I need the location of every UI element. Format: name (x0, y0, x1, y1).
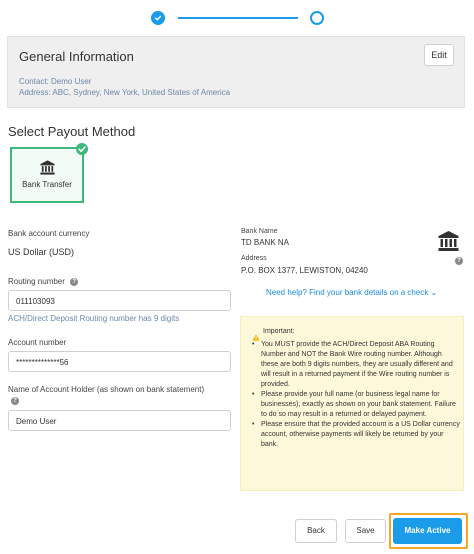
bank-transfer-option[interactable] (10, 147, 84, 203)
notice-list (252, 340, 460, 450)
selected-check-icon (76, 143, 88, 155)
routing-number-input[interactable] (9, 292, 230, 311)
holder-label: Name of Account Holder (as shown on bank statement) (8, 385, 205, 394)
routing-label-text: Routing number (8, 277, 65, 286)
account-holder-input[interactable] (9, 412, 230, 431)
currency-label: Bank account currency (8, 229, 90, 238)
account-number-field[interactable] (8, 351, 231, 372)
account-number-input[interactable] (9, 353, 230, 372)
save-button[interactable]: Save (345, 519, 386, 543)
bank-transfer-label: Bank Transfer (22, 180, 72, 189)
account-holder-field[interactable] (8, 410, 231, 431)
bank-name-label: Bank Name (241, 228, 278, 235)
step-current-icon (310, 11, 324, 25)
general-information-title: General Information (19, 49, 134, 64)
payout-method-title: Select Payout Method (8, 124, 136, 139)
routing-number-field[interactable] (8, 290, 231, 311)
back-button[interactable]: Back (295, 519, 337, 543)
bank-address-value: P.O. BOX 1377, LEWISTON, 04240 (241, 266, 368, 275)
holder-help-icon[interactable]: ? (11, 397, 19, 405)
bank-address-label: Address (241, 255, 267, 262)
make-active-button[interactable]: Make Active (393, 518, 462, 544)
general-information-card (7, 36, 465, 108)
important-notice (240, 316, 464, 491)
stepper-connector (178, 17, 298, 19)
routing-help-icon[interactable]: ? (70, 278, 78, 286)
notice-title-text: Important: (263, 328, 295, 335)
bank-name-value: TD BANK NA (241, 238, 290, 247)
step-complete-icon (151, 11, 165, 25)
currency-value: US Dollar (USD) (8, 247, 75, 257)
notice-title (252, 328, 295, 335)
bank-details-help-link[interactable]: Need help? Find your bank details on a check ⌄ (266, 288, 438, 297)
routing-label (8, 277, 78, 286)
edit-button[interactable]: Edit (424, 44, 454, 66)
bank-icon (39, 159, 56, 181)
progress-stepper (0, 10, 474, 28)
account-label: Account number (8, 338, 67, 347)
address-text: Address: ABC, Sydney, New York, United States of America (19, 88, 231, 97)
bank-building-icon (436, 229, 461, 258)
notice-item: • Please provide your full name (or business legal name for businesses), exactly as shown on your bank statement. Failure to do so may result in a returned or delayed payment. (252, 390, 460, 420)
contact-text: Contact: Demo User (19, 77, 92, 86)
bank-help-icon[interactable]: ? (455, 257, 463, 265)
notice-item: • You MUST provide the ACH/Direct Deposit ABA Routing Number and NOT the Bank Wire routing number. Although these are both 9 digits numbers, they are usually different and will result in a returned payment if the Wire routing number is provided. (252, 340, 460, 390)
notice-item: • Please ensure that the provided account is a US Dollar currency account, otherwise payments will likely be returned by your bank. (252, 420, 460, 450)
routing-hint: ACH/Direct Deposit Routing number has 9 digits (8, 314, 180, 323)
